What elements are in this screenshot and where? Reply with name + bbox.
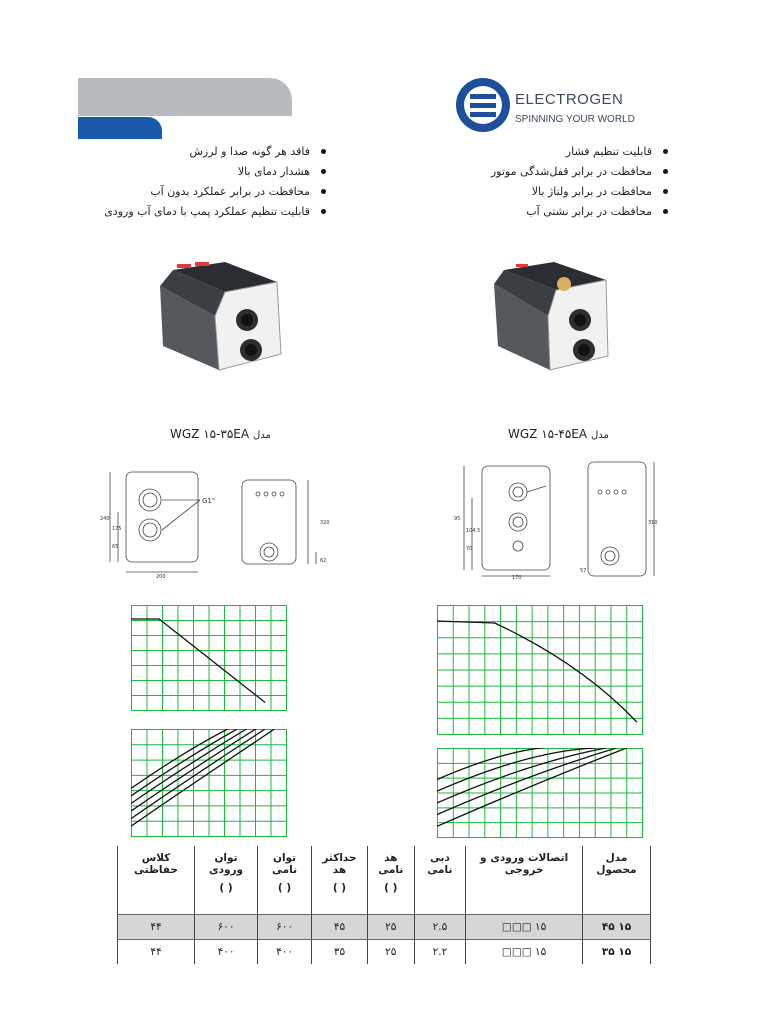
electrogen-logo-icon bbox=[456, 78, 510, 132]
table-cell: ۱۵ ۴۵ bbox=[582, 915, 650, 940]
chart-head-right bbox=[437, 605, 643, 735]
table-cell: ۴۰۰ bbox=[194, 940, 257, 965]
th-connections: اتصالات ورودی و خروجی bbox=[466, 846, 583, 906]
dim-label: 200 bbox=[156, 574, 166, 580]
feature-item: محافظت در برابر ولتاژ بالا bbox=[491, 182, 668, 202]
th-model: مدل محصول bbox=[582, 846, 650, 906]
table-cell: ۱۵ □□□ bbox=[466, 940, 583, 965]
head-curve-chart bbox=[131, 605, 287, 711]
dim-label: 104.5 bbox=[466, 528, 481, 534]
power-curve bbox=[131, 729, 228, 788]
product-photo-left bbox=[155, 258, 285, 376]
power-curve bbox=[131, 729, 246, 804]
feature-list-left bbox=[104, 142, 326, 222]
dim-label: 70 bbox=[466, 546, 473, 552]
head-curve bbox=[131, 619, 265, 703]
feature-item: فاقد هر گونه صدا و لرزش bbox=[104, 142, 326, 162]
feature-item: قابلیت تنظیم عملکرد پمپ با دمای آب ورودی bbox=[104, 202, 326, 222]
table-cell: ۶۰۰ bbox=[194, 915, 257, 940]
table-header-row bbox=[118, 846, 651, 906]
table-cell: ۴۰۰ bbox=[258, 940, 312, 965]
dim-label: 170 bbox=[512, 575, 522, 580]
head-curve-chart bbox=[437, 605, 643, 735]
power-curve bbox=[437, 748, 606, 803]
product-photo-right bbox=[490, 258, 620, 376]
spec-table bbox=[117, 846, 651, 964]
chart-head-left bbox=[131, 605, 287, 711]
feature-item: محافظت در برابر نشتی آب bbox=[491, 202, 668, 222]
power-curve bbox=[131, 729, 275, 826]
header-banner-gray bbox=[78, 78, 292, 116]
table-cell: ۱۵ □□□ bbox=[466, 915, 583, 940]
table-cell: ۲.۵ bbox=[414, 915, 466, 940]
dim-label: 240 bbox=[100, 516, 110, 522]
table-cell: ۳۵ bbox=[312, 940, 368, 965]
th-flow: دبی نامی bbox=[414, 846, 466, 906]
table-cell: ۲۵ bbox=[367, 915, 414, 940]
header-banner-blue bbox=[78, 117, 162, 139]
dim-label: 62 bbox=[320, 558, 327, 564]
port-label: G1" bbox=[202, 497, 216, 505]
dim-label: 175 bbox=[112, 526, 122, 532]
table-cell: ۶۰۰ bbox=[258, 915, 312, 940]
table-cell: ۴۵ bbox=[312, 915, 368, 940]
table-row bbox=[118, 940, 651, 965]
th-max-head: حداکثر هد ( ) bbox=[312, 846, 368, 906]
power-curve-chart bbox=[437, 748, 643, 838]
feature-item: محافظت در برابر عملکرد بدون آب bbox=[104, 182, 326, 202]
brand-tagline: SPINNING YOUR WORLD bbox=[515, 114, 635, 125]
model-caption-left bbox=[170, 427, 271, 441]
dim-label: 320 bbox=[320, 520, 330, 526]
th-input-power: توان ورودی ( ) bbox=[194, 846, 257, 906]
chart-power-right bbox=[437, 748, 643, 838]
feature-item: محافظت در برابر قفل‌شدگی موتور bbox=[491, 162, 668, 182]
table-cell: ۴۴ bbox=[118, 915, 195, 940]
feature-list-right bbox=[491, 142, 668, 222]
brand-name: ELECTROGEN bbox=[515, 91, 624, 108]
power-curve-chart bbox=[131, 729, 287, 837]
head-curve bbox=[437, 621, 637, 722]
table-row bbox=[118, 915, 651, 940]
technical-drawing-left bbox=[96, 462, 336, 580]
power-curve bbox=[437, 748, 616, 815]
dim-label: 57 bbox=[580, 568, 587, 574]
table-cell: ۴۴ bbox=[118, 940, 195, 965]
model-prefix: مدل bbox=[252, 430, 271, 441]
feature-item: قابلیت تنظیم فشار bbox=[491, 142, 668, 162]
power-curve bbox=[131, 729, 265, 819]
dim-label: 65 bbox=[112, 544, 119, 550]
th-rated-power: توان نامی ( ) bbox=[258, 846, 312, 906]
chart-power-left bbox=[131, 729, 287, 837]
dim-label: 310 bbox=[648, 520, 658, 526]
table-cell: ۲.۲ bbox=[414, 940, 466, 965]
table-cell: ۲۵ bbox=[367, 940, 414, 965]
model-name: WGZ ۱۵-۴۵EA bbox=[508, 427, 588, 441]
th-head: هد نامی ( ) bbox=[367, 846, 414, 906]
technical-drawing-right bbox=[450, 458, 660, 580]
th-protection-class: کلاس حفاظتی bbox=[118, 846, 195, 906]
dim-label: 95 bbox=[454, 516, 461, 522]
model-caption-right bbox=[508, 427, 609, 441]
model-prefix: مدل bbox=[590, 430, 609, 441]
table-cell: ۱۵ ۳۵ bbox=[582, 940, 650, 965]
feature-item: هشدار دمای بالا bbox=[104, 162, 326, 182]
model-name: WGZ ۱۵-۳۵EA bbox=[170, 427, 250, 441]
